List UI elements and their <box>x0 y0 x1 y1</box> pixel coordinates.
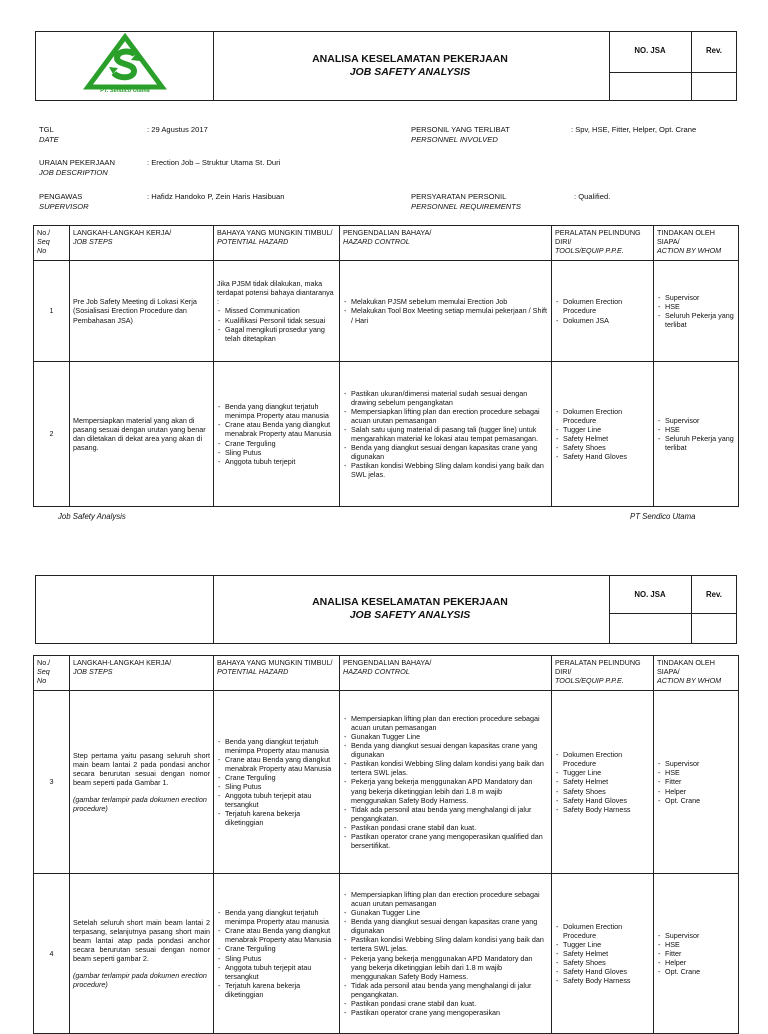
supervisor-label: PENGAWAS SUPERVISOR <box>39 192 89 211</box>
row-ppe: - Dokumen Erection Procedure - Tugger Line - Safety Helmet - Safety Shoes - Safety Hand Gloves - Safety Body Harness <box>552 874 654 1034</box>
row-number: 1 <box>34 261 70 362</box>
row-hazards: - Benda yang diangkut terjatuh menimpa Property atau manusia - Crane atau Benda yang diangkut menabrak Property atau Manusia - Crane Terguling - Sling Putus - Anggota tubuh terjepit <box>214 362 340 507</box>
col-steps: LANGKAH-LANGKAH KERJA/ JOB STEPS <box>70 656 214 691</box>
row-actions: - Supervisor - HSE - Seluruh Pekerja yang terlibat <box>654 362 739 507</box>
page2-revision-label: Rev. <box>706 590 722 599</box>
row-number: 3 <box>34 691 70 874</box>
col-control: PENGENDALIAN BAHAYA/ HAZARD CONTROL <box>340 226 552 261</box>
col-ppe: PERALATAN PELINDUNG DIRI/ TOOLS/EQUIP P.P.E. <box>552 656 654 691</box>
page2-title: ANALISA KESELAMATAN PEKERJAAN <box>312 596 508 608</box>
row-controls: - Melakukan PJSM sebelum memulai Erection Job - Melakukan Tool Box Meeting setiap memulai pekerjaan / Shift / Hari <box>340 261 552 362</box>
col-no: No./ Seq No <box>34 656 70 691</box>
table-row <box>34 362 739 507</box>
logo-caption: PT. Sendico Utama <box>100 88 150 94</box>
row-step: Setelah seluruh short main beam lantai 2 terpasang, selanjutnya pasang short main beam lantai atap pada pondasi anchor secara berurutan sesuai dengan nomor beam seperti gambar 2. (gambar terlampir pada dokumen erection procedure) <box>70 874 214 1034</box>
table-header-row <box>34 656 739 691</box>
page2-subtitle: JOB SAFETY ANALYSIS <box>349 609 471 621</box>
jsa-table-page2 <box>33 655 739 1034</box>
requirements-label: PERSYARATAN PERSONIL PERSONNEL REQUIREMENTS <box>411 192 521 211</box>
revision-label: Rev. <box>706 46 722 55</box>
footer-right: PT Sendico Utama <box>630 512 696 521</box>
row-controls: - Mempersiapkan lifting plan dan erection procedure sebagai acuan urutan pemasangan - Gunakan Tugger Line - Benda yang diangkut sesuai dengan kapasitas crane yang digunakan - Pastikan kondisi Webbing Sling dalam kondisi yang baik dan tertera SWL jelas. - Pekerja yang bekerja menggunakan APD Mandatory dan yang bekerja diketinggian lebih dari 1.8 m wajib menggunakan Safety Body Harness. - Tidak ada personil atau benda yang menghalangi di jalur pengangkatan. - Pastikan pondasi crane stabil dan kuat. - Pastikan operator crane yang mengoperasikan qualified dan bersertifikat. <box>340 691 552 874</box>
page2-jsa-number-label: NO. JSA <box>634 590 666 599</box>
row-actions: - Supervisor - HSE - Fitter - Helper - Opt. Crane <box>654 874 739 1034</box>
job-description-label: URAIAN PEKERJAAN JOB DESCRIPTION <box>39 158 115 177</box>
col-action: TINDAKAN OLEH SIAPA/ ACTION BY WHOM <box>654 226 739 261</box>
table-header-row <box>34 226 739 261</box>
row-hazards: - Benda yang diangkut terjatuh menimpa Property atau manusia - Crane atau Benda yang diangkut menabrak Property atau Manusia - Crane Terguling - Sling Putus - Anggota tubuh terjepit atau tersangkut - Terjatuh karena bekerja diketinggian <box>214 874 340 1034</box>
row-controls: - Pastikan ukuran/dimensi material sudah sesuai dengan drawing sebelum pengangkatan - Mempersiapkan lifting plan dan erection procedure sebagai acuan urutan pemasangan - Salah satu ujung material di pasang tali (tugger line) untuk mengarahkan material ke lokasi atau tempat pemasangan. - Benda yang diangkut sesuai dengan kapasitas crane yang digunakan - Pastikan kondisi Webbing Sling dalam kondisi yang baik dan SWL jelas. <box>340 362 552 507</box>
row-ppe: - Dokumen Erection Procedure - Tugger Line - Safety Helmet - Safety Shoes - Safety Hand Gloves - Safety Body Harness <box>552 691 654 874</box>
supervisor-value: : Hafidz Handoko P, Zein Haris Hasibuan <box>147 192 285 201</box>
row-controls: - Mempersiapkan lifting plan dan erection procedure sebagai acuan urutan pemasangan - Gunakan Tugger Line - Benda yang diangkut sesuai dengan kapasitas crane yang digunakan - Pastikan kondisi Webbing Sling dalam kondisi yang baik dan tertera SWL jelas. - Pekerja yang bekerja menggunakan APD Mandatory dan yang bekerja diketinggian lebih dari 1.8 m wajib menggunakan Safety Body Harness. - Tidak ada personil atau benda yang menghalangi di jalur pengangkatan. - Pastikan pondasi crane stabil dan kuat. - Pastikan operator crane yang mengoperasikan <box>340 874 552 1034</box>
row-number: 2 <box>34 362 70 507</box>
personnel-value: : Spv, HSE, Fitter, Helper, Opt. Crane <box>571 125 697 134</box>
job-description-value: : Erection Job – Struktur Utama St. Duri <box>147 158 281 167</box>
row-hazards: Jika PJSM tidak dilakukan, maka terdapat potensi bahaya diantaranya : - Missed Communication - Kualifikasi Personil tidak sesuai - Gagal mengikuti prosedur yang telah ditetapkan <box>214 261 340 362</box>
page-title: ANALISA KESELAMATAN PEKERJAAN <box>312 53 508 65</box>
col-hazard: BAHAYA YANG MUNGKIN TIMBUL/ POTENTIAL HAZARD <box>214 656 340 691</box>
date-label: TGL DATE <box>39 125 59 144</box>
row-actions: - Supervisor - HSE - Fitter - Helper - Opt. Crane <box>654 691 739 874</box>
company-logo <box>80 33 170 98</box>
row-step: Mempersiapkan material yang akan di pasang sesuai dengan urutan yang benar dan diletakan di dekat area yang akan di pasang. <box>70 362 214 507</box>
jsa-table-page1 <box>33 225 739 507</box>
jsa-number-label: NO. JSA <box>634 46 666 55</box>
table-row <box>34 261 739 362</box>
col-ppe: PERALATAN PELINDUNG DIRI/ TOOLS/EQUIP P.P.E. <box>552 226 654 261</box>
row-step: Pre Job Safety Meeting di Lokasi Kerja (Sosialisasi Erection Procedure dan Pembahasan JSA) <box>70 261 214 362</box>
table-row <box>34 874 739 1034</box>
row-hazards: - Benda yang diangkut terjatuh menimpa Property atau manusia - Crane atau Benda yang diangkut menabrak Property atau Manusia - Crane Terguling - Sling Putus - Anggota tubuh terjepit atau tersangkut - Terjatuh karena bekerja diketinggian <box>214 691 340 874</box>
row-actions: - Supervisor - HSE - Seluruh Pekerja yang terlibat <box>654 261 739 362</box>
requirements-value: : Qualified. <box>574 192 611 201</box>
table-row <box>34 691 739 874</box>
col-action: TINDAKAN OLEH SIAPA/ ACTION BY WHOM <box>654 656 739 691</box>
personnel-label: PERSONIL YANG TERLIBAT PERSONNEL INVOLVED <box>411 125 510 144</box>
date-value: : 29 Agustus 2017 <box>147 125 208 134</box>
col-hazard: BAHAYA YANG MUNGKIN TIMBUL/ POTENTIAL HAZARD <box>214 226 340 261</box>
row-step: Step pertama yaitu pasang seluruh short main beam lantai 2 pada pondasi anchor secara berurutan sesuai dengan nomor beam seperti pada Gambar 1. (gambar terlampir pada dokumen erection procedure) <box>70 691 214 874</box>
col-control: PENGENDALIAN BAHAYA/ HAZARD CONTROL <box>340 656 552 691</box>
col-no: No./ Seq No <box>34 226 70 261</box>
row-number: 4 <box>34 874 70 1034</box>
col-steps: LANGKAH-LANGKAH KERJA/ JOB STEPS <box>70 226 214 261</box>
row-ppe: - Dokumen Erection Procedure - Dokumen JSA <box>552 261 654 362</box>
row-ppe: - Dokumen Erection Procedure - Tugger Line - Safety Helmet - Safety Shoes - Safety Hand Gloves <box>552 362 654 507</box>
footer-left: Job Safety Analysis <box>58 512 126 521</box>
page-subtitle: JOB SAFETY ANALYSIS <box>349 66 471 78</box>
